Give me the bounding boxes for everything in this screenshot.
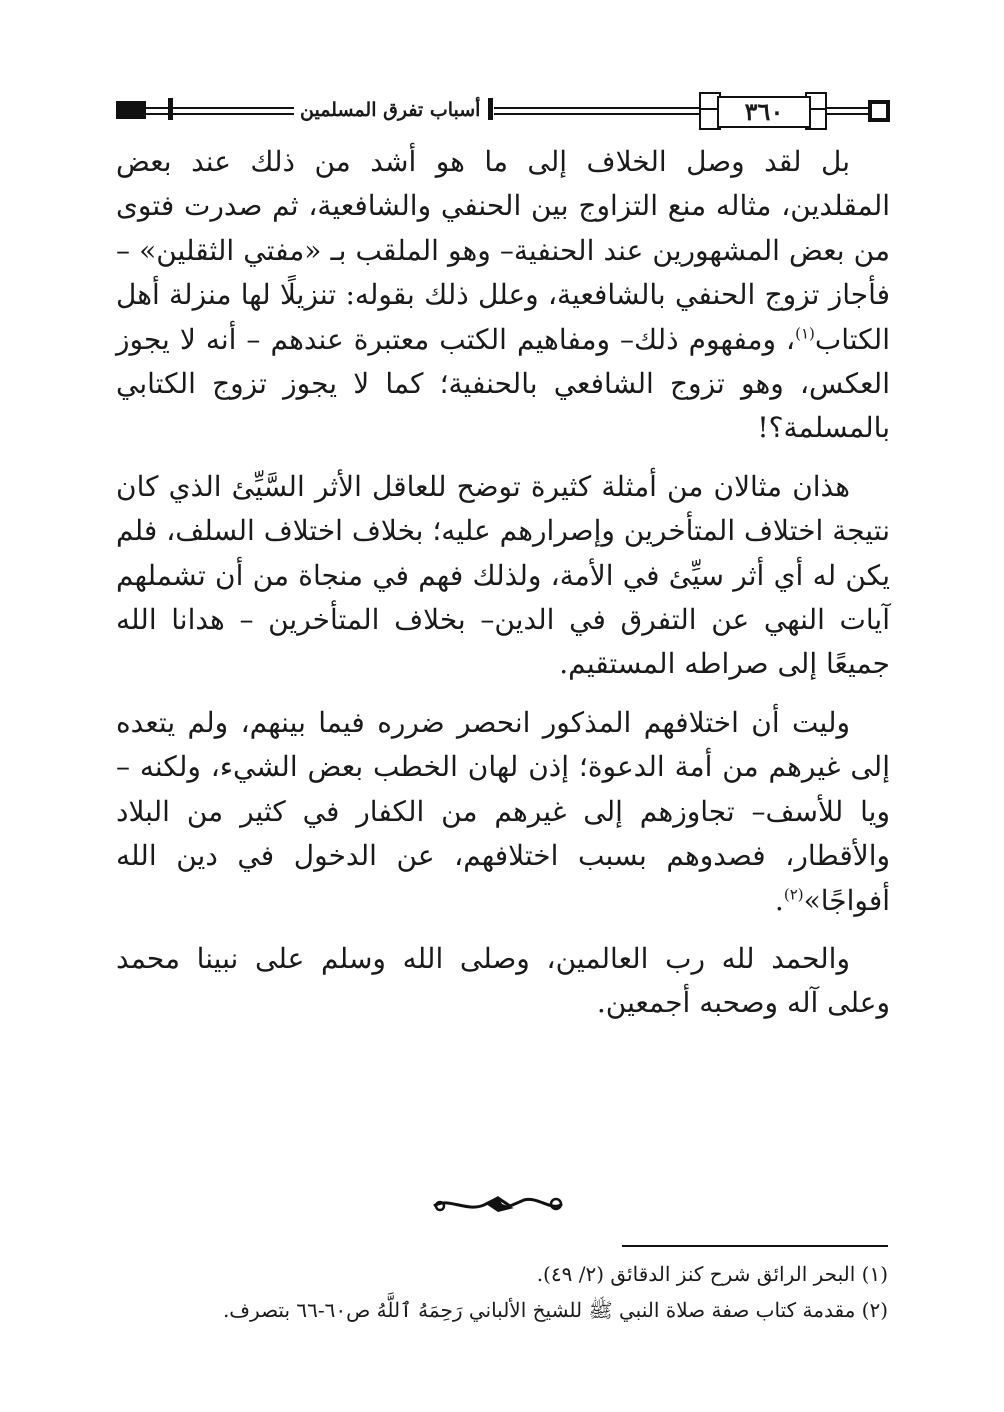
footnote-2: (٢) مقدمة كتاب صفة صلاة النبي ﷺ للشيخ الألباني رَحِمَهُ ٱللَّهُ ص٦٠-٦٦ بتصرف.: [222, 1298, 888, 1322]
footnote-ref-1[interactable]: (١): [795, 324, 815, 343]
footnotes: [116, 1256, 888, 1328]
paragraph-text: ، ومفهوم ذلك– ومفاهيم الكتب معتبرة عندهم – أنه لا يجوز العكس، وهو تزوج الشافعي بالحنفية؛ كما لا يجوز تزوج الكتابي بالمسلمة؟!: [116, 322, 890, 445]
page-number: ٣٦٠: [744, 97, 784, 126]
paragraph-3: [116, 701, 890, 923]
header-end-square: [868, 100, 890, 122]
footnote-1: (١) البحر الرائق شرح كنز الدقائق (٢/ ٤٩).: [536, 1262, 888, 1286]
main-text: [116, 140, 890, 1040]
header-bracket: [488, 98, 493, 120]
paragraph-1: [116, 140, 890, 451]
ornament-divider-icon: [428, 1192, 568, 1218]
running-title: أسباب تفرق المسلمين: [294, 95, 486, 125]
paragraph-text: وليت أن اختلافهم المذكور انحصر ضرره فيما بينهم، ولم يتعده إلى غيرهم من أمة الدعوة؛ إذن لهان الخطب بعض الشيء، ولكنه – ويا للأسف– تجاوزهم إلى غيرهم من الكفار في كثير من البلاد والأقطار، فصدوهم بسبب اختلافهم، عن الدخول في دين الله أفواجًا»: [116, 705, 890, 917]
paragraph-4: والحمد لله رب العالمين، وصلى الله وسلم على نبينا محمد وعلى آله وصحبه أجمعين.: [116, 941, 890, 1020]
paragraph-text: .: [774, 883, 784, 917]
paragraph-text: بل لقد وصل الخلاف إلى ما هو أشد من ذلك عند بعض المقلدين، مثاله منع التزاوج بين الحنفي والشافعية، ثم صدرت فتوى من بعض المشهورين عند الحنفية– وهو الملقب بـ «مفتي الثقلين» –فأجاز تزوج الحنفي بالشافعية، وعلل ذلك بقوله: تنزيلًا لها منزلة أهل الكتاب: [116, 145, 891, 356]
footnote-rule: [622, 1245, 888, 1247]
running-header: [116, 92, 890, 130]
page-number-frame: [699, 92, 827, 128]
header-end-block: [116, 101, 146, 119]
footnote-ref-2[interactable]: (٢): [783, 885, 804, 904]
header-bracket: [168, 98, 173, 120]
header-rule-right: [827, 107, 872, 115]
paragraph-2: هذان مثالان من أمثلة كثيرة توضح للعاقل الأثر السَّيِّئ الذي كان نتيجة اختلاف المتأخرين وإصرارهم عليه؛ بخلاف اختلاف السلف، فلم يكن له أي أثر سيِّئ في الأمة، ولذلك فهم في منجاة من أن تشملهم آيات النهي عن التفرق في الدين– بخلاف المتأخرين – هدانا الله جميعًا إلى صراطه المستقيم.: [116, 469, 890, 681]
header-rule-middle: [494, 107, 699, 115]
